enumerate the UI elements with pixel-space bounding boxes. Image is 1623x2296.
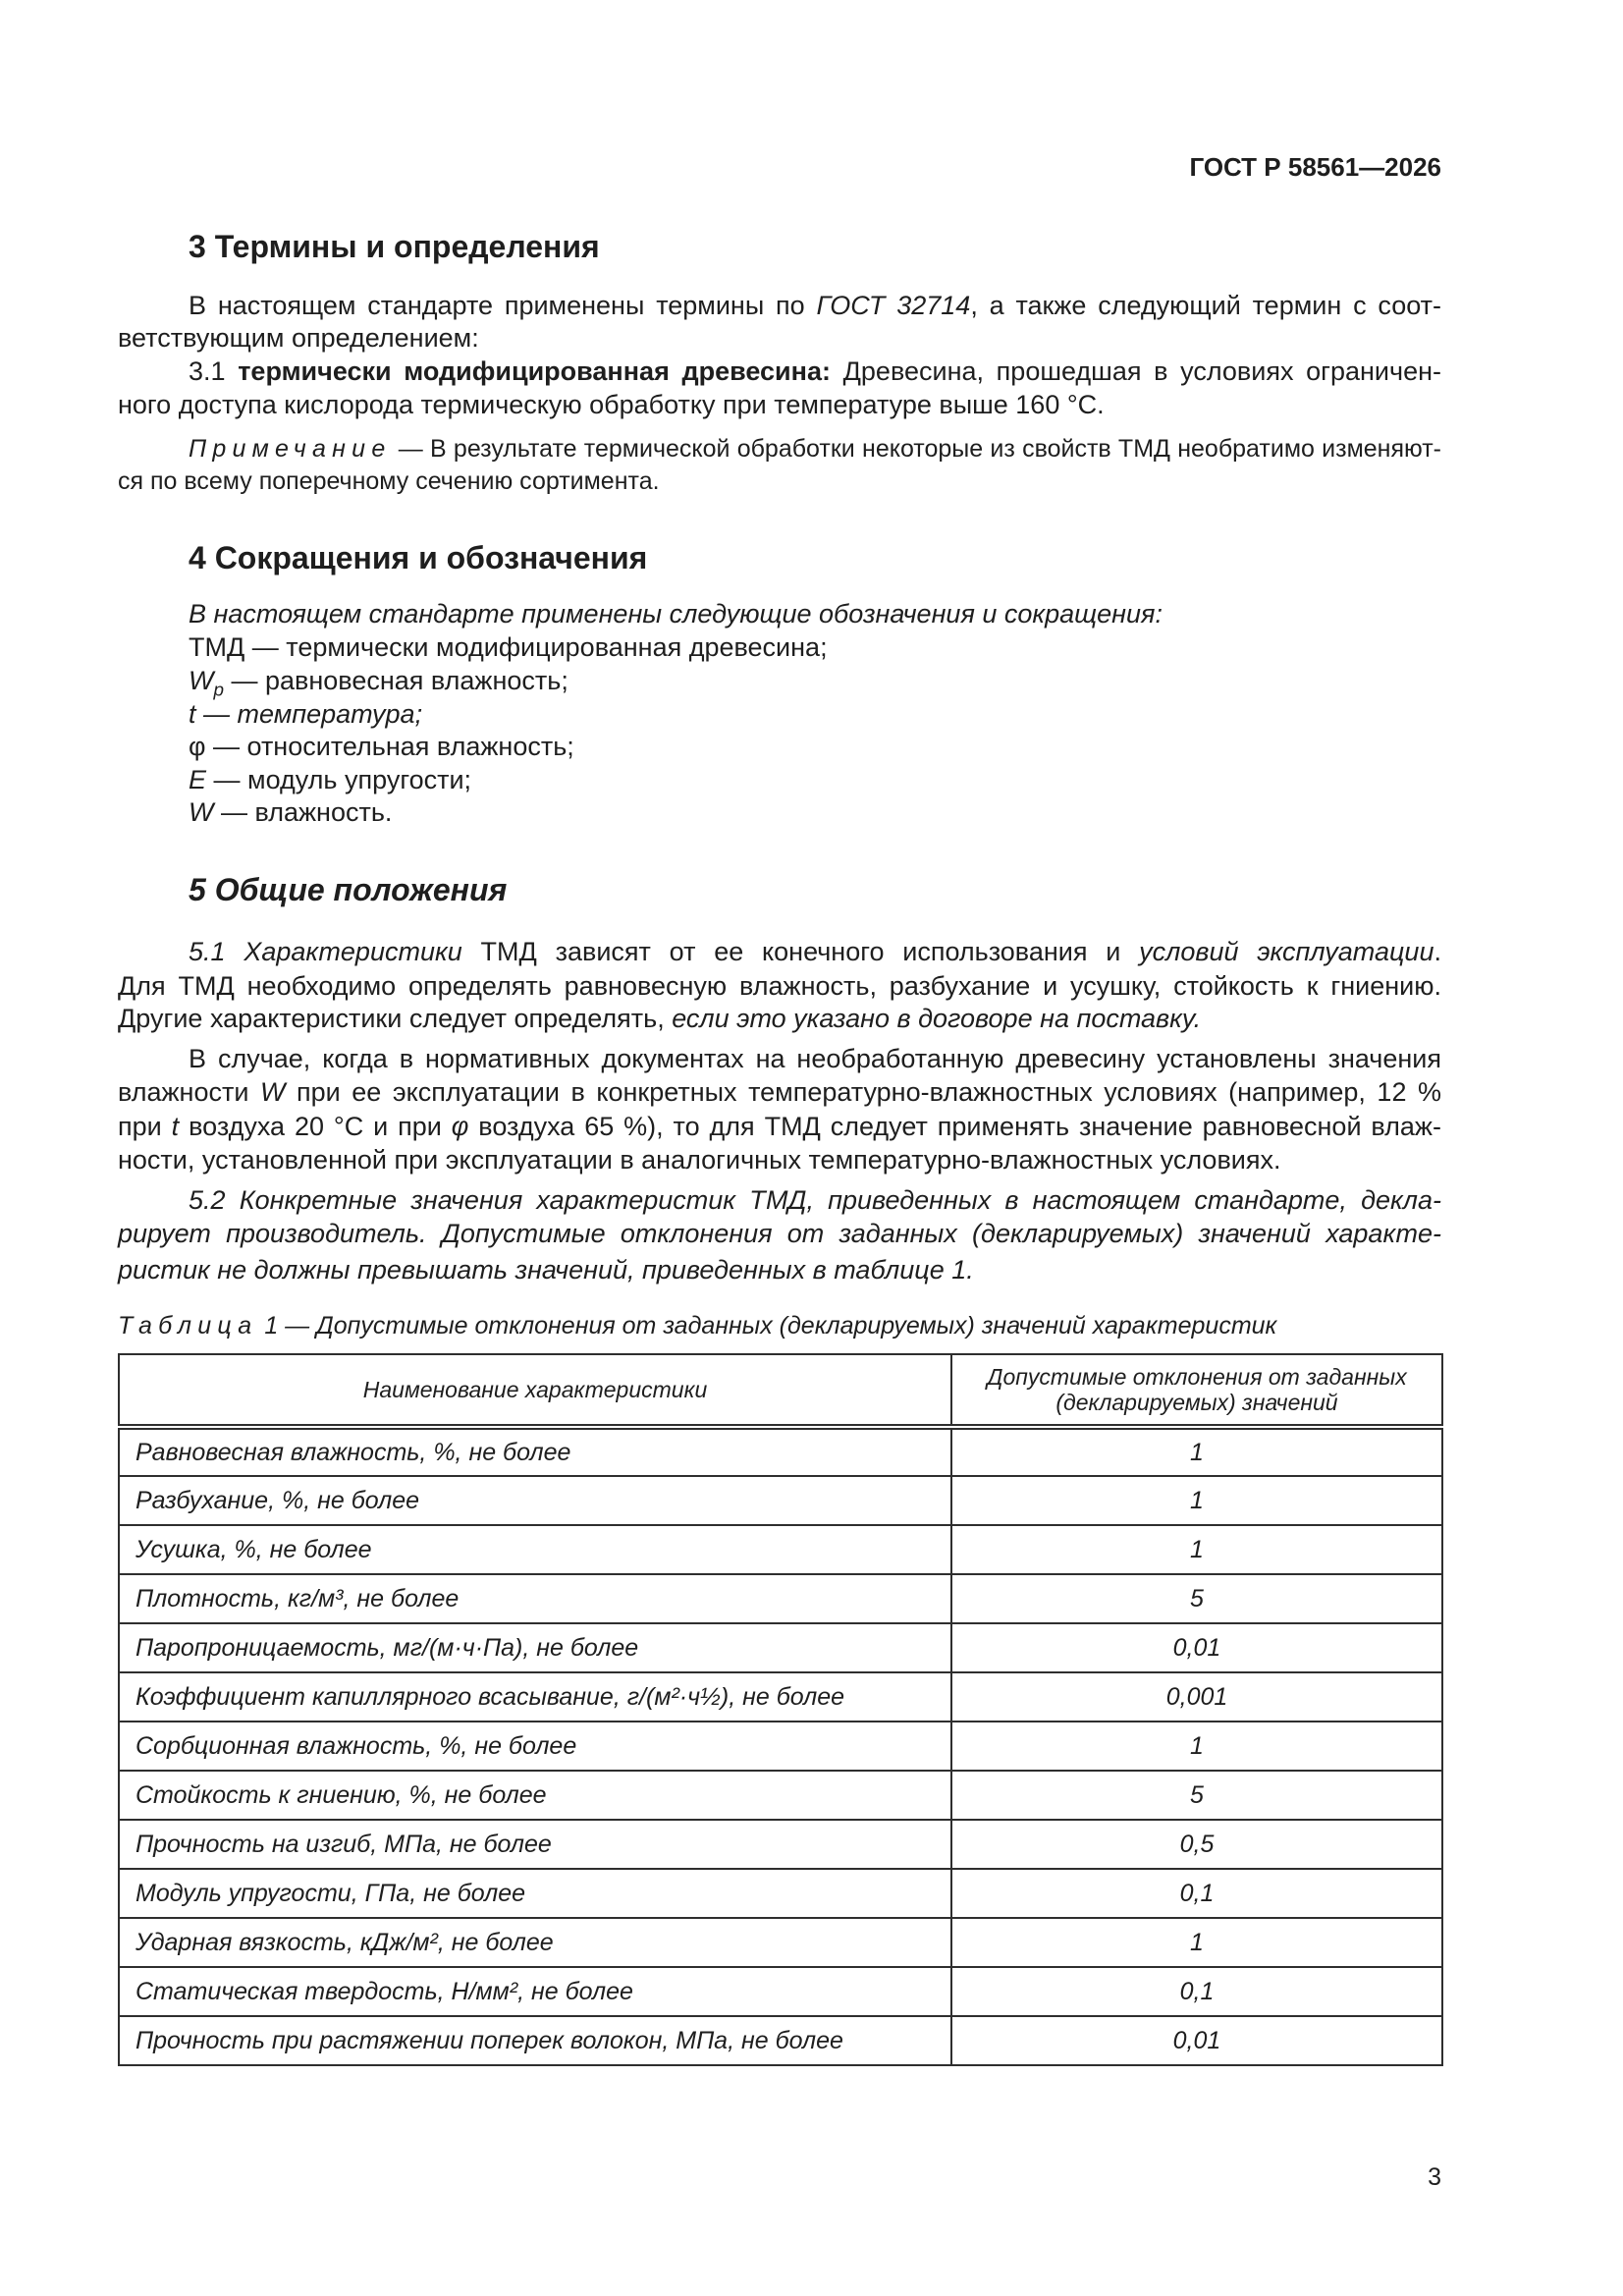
text-segment: при <box>118 1112 172 1141</box>
table-row <box>119 1771 1442 1820</box>
characteristic-name: Ударная вязкость, кДж/м², не более <box>119 1918 951 1967</box>
table-row <box>119 1672 1442 1722</box>
table-row <box>119 1722 1442 1771</box>
page-number: 3 <box>1428 2163 1441 2191</box>
note-line-1 <box>189 433 1441 465</box>
table-header-row <box>119 1354 1442 1427</box>
characteristic-name: Равновесная влажность, %, не более <box>119 1427 951 1476</box>
section-3-intro-line-2: ветствующим определением: <box>118 323 479 353</box>
abbreviation-definition: — равновесная влажность; <box>224 666 568 695</box>
text-segment: воздуха 20 °С и при <box>179 1112 452 1141</box>
tolerance-table <box>118 1353 1443 2066</box>
abbreviation-definition: — температура; <box>195 699 423 729</box>
clause-5-1-line-1 <box>189 935 1441 968</box>
abbreviation-item <box>189 730 1441 763</box>
text-segment: . <box>1434 937 1441 966</box>
tolerance-value: 1 <box>951 1722 1442 1771</box>
clause-5-1-line-3 <box>118 1002 1441 1035</box>
characteristic-name: Сорбционная влажность, %, не более <box>119 1722 951 1771</box>
clause-5-1-para-2-line-3 <box>118 1110 1441 1143</box>
abbreviation-item <box>189 664 1441 701</box>
abbreviation-item <box>189 697 1441 731</box>
abbreviation-subscript: p <box>213 680 224 701</box>
text-segment: воздуха 65 %), то для ТМД следует применять значение равновесной влаж- <box>468 1112 1441 1141</box>
table-caption <box>118 1310 1441 1341</box>
column-header-name: Наименование характеристики <box>119 1354 951 1427</box>
table-row <box>119 1427 1442 1476</box>
text-segment: В настоящем стандарте применены термины по <box>189 291 817 320</box>
abbreviation-symbol: E <box>189 765 207 794</box>
section-3-intro-line-1 <box>189 289 1441 322</box>
term-name: термически модифицированная древесина: <box>238 356 831 386</box>
tolerance-value: 0,5 <box>951 1820 1442 1869</box>
text-segment: , а также следующий термин с соот- <box>970 291 1442 320</box>
symbol-w: W <box>259 1077 286 1107</box>
table-row <box>119 1574 1442 1623</box>
abbreviation-definition: — относительная влажность; <box>205 732 574 761</box>
table-row <box>119 1967 1442 2016</box>
characteristic-name: Прочность на изгиб, МПа, не более <box>119 1820 951 1869</box>
text-segment: влажности <box>118 1077 260 1107</box>
clause-5-1-para-2-line-2 <box>118 1075 1441 1109</box>
text-segment: 5.1 Характеристики <box>189 937 462 966</box>
tolerance-value: 0,1 <box>951 1869 1442 1918</box>
term-definition-line-1 <box>189 355 1441 388</box>
tolerance-value: 1 <box>951 1918 1442 1967</box>
characteristic-name: Плотность, кг/м³, не более <box>119 1574 951 1623</box>
table-row <box>119 1525 1442 1574</box>
table-row <box>119 1918 1442 1967</box>
section-4-intro: В настоящем стандарте применены следующие обозначения и сокращения: <box>189 599 1163 629</box>
tolerance-value: 0,01 <box>951 1623 1442 1672</box>
note-label: Примечание <box>189 435 392 463</box>
term-number: 3.1 <box>189 356 239 386</box>
table-row <box>119 1623 1442 1672</box>
standard-reference: ГОСТ 32714 <box>816 291 971 320</box>
abbreviation-item <box>189 795 1441 829</box>
clause-5-2-line-1: 5.2 Конкретные значения характеристик ТМД, приведенных в настоящем стандарте, декла- <box>189 1185 1441 1215</box>
characteristic-name: Прочность при растяжении поперек волокон, МПа, не более <box>119 2016 951 2065</box>
abbreviation-symbol: ТМД <box>189 632 245 662</box>
characteristic-name: Модуль упругости, ГПа, не более <box>119 1869 951 1918</box>
symbol-t: t <box>171 1112 180 1141</box>
clause-5-2-line-2: рирует производитель. Допустимые отклонения от заданных (декларируемых) значений характе- <box>118 1219 1441 1248</box>
table-row <box>119 1820 1442 1869</box>
section-4-title: 4 Сокращения и обозначения <box>189 540 648 575</box>
abbreviation-symbol: φ <box>189 732 206 761</box>
text-segment: ТМД зависят от ее конечного использования и <box>461 937 1140 966</box>
text-segment: Другие характеристики следует определять, <box>118 1004 673 1033</box>
abbreviation-item <box>189 763 1441 796</box>
symbol-phi: φ <box>451 1112 469 1141</box>
table-caption-text: 1 — Допустимые отклонения от заданных (декларируемых) значений характеристик <box>257 1312 1277 1339</box>
table-row <box>119 1476 1442 1525</box>
characteristic-name: Усушка, %, не более <box>119 1525 951 1574</box>
text-segment: при ее эксплуатации в конкретных температурно-влажностных условиях (например, 12 % <box>285 1077 1442 1107</box>
clause-5-1-line-2: Для ТМД необходимо определять равновесную влажность, разбухание и усушку, стойкость к гниению. <box>118 971 1441 1001</box>
tolerance-value: 5 <box>951 1574 1442 1623</box>
tolerance-value: 0,01 <box>951 2016 1442 2065</box>
tolerance-value: 1 <box>951 1525 1442 1574</box>
tolerance-value: 0,001 <box>951 1672 1442 1722</box>
note-line-2: ся по всему поперечному сечению сортимента. <box>118 467 660 495</box>
tolerance-value: 5 <box>951 1771 1442 1820</box>
column-header-tolerance <box>951 1354 1442 1427</box>
tolerance-value: 1 <box>951 1427 1442 1476</box>
note-text: — В результате термической обработки некоторые из свойств ТМД необратимо изменяют- <box>391 435 1441 463</box>
characteristic-name: Коэффициент капиллярного всасывание, г/(м²·ч½), не более <box>119 1672 951 1722</box>
abbreviation-definition: — модуль упругости; <box>206 765 472 794</box>
table-row <box>119 1869 1442 1918</box>
characteristic-name: Разбухание, %, не более <box>119 1476 951 1525</box>
characteristic-name: Паропроницаемость, мг/(м·ч·Па), не более <box>119 1623 951 1672</box>
clause-5-2-line-3: ристик не должны превышать значений, приведенных в таблице 1. <box>118 1255 974 1285</box>
characteristic-name: Стойкость к гниению, %, не более <box>119 1771 951 1820</box>
abbreviation-symbol: t <box>189 699 196 729</box>
clause-5-1-para-2-line-4: ности, установленной при эксплуатации в аналогичных температурно-влажностных условиях. <box>118 1145 1281 1175</box>
characteristic-name: Статическая твердость, Н/мм², не более <box>119 1967 951 2016</box>
header-line: Допустимые отклонения от заданных <box>987 1364 1407 1390</box>
text-segment: условий эксплуатации <box>1139 937 1434 966</box>
table-row <box>119 2016 1442 2065</box>
term-text: Древесина, прошедшая в условиях ограничен- <box>830 356 1441 386</box>
abbreviation-symbol: W <box>189 797 214 827</box>
section-3-title: 3 Термины и определения <box>189 229 600 264</box>
text-segment: если это указано в договоре на поставку. <box>672 1004 1202 1033</box>
term-definition-line-2: ного доступа кислорода термическую обработку при температуре выше 160 °С. <box>118 390 1105 419</box>
abbreviation-item <box>189 630 1441 664</box>
clause-5-1-para-2-line-1: В случае, когда в нормативных документах на необработанную древесину установлены значения <box>189 1044 1441 1073</box>
tolerance-value: 0,1 <box>951 1967 1442 2016</box>
header-line: (декларируемых) значений <box>1055 1390 1338 1415</box>
tolerance-value: 1 <box>951 1476 1442 1525</box>
table-caption-label: Таблица <box>118 1312 258 1339</box>
abbreviation-symbol: W <box>189 666 214 695</box>
abbreviation-definition: — термически модифицированная древесина; <box>244 632 828 662</box>
section-5-title: 5 Общие положения <box>189 872 508 907</box>
abbreviation-definition: — влажность. <box>213 797 393 827</box>
document-number: ГОСТ Р 58561—2026 <box>1189 152 1441 182</box>
